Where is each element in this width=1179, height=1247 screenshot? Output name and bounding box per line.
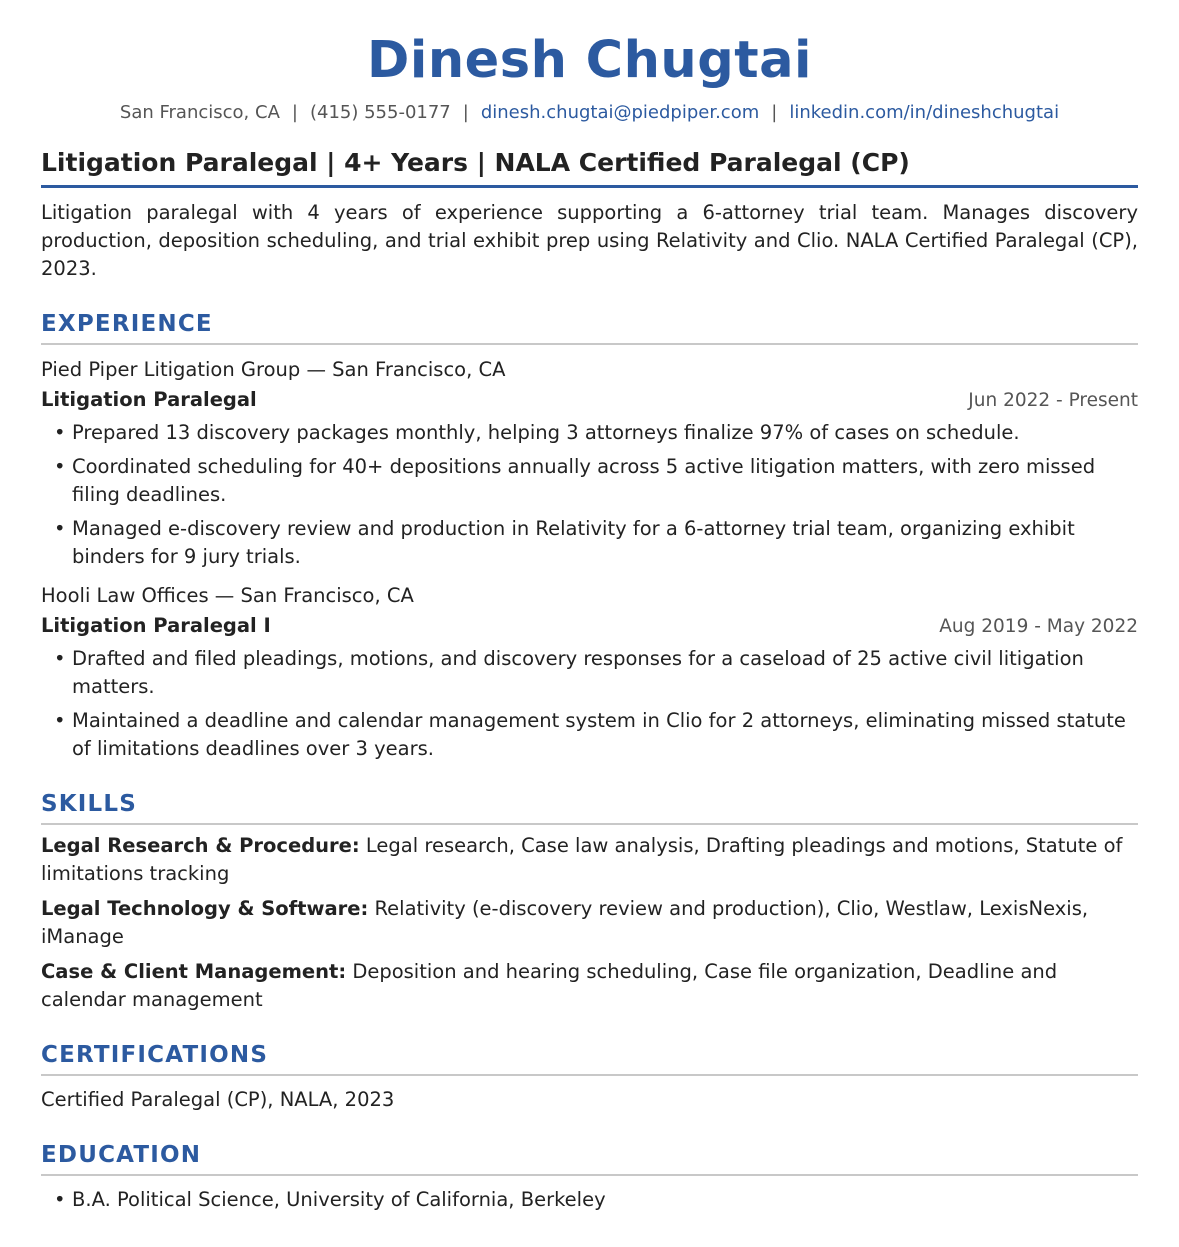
skill-line — [41, 895, 1138, 951]
phone: (415) 555-0177 — [309, 102, 451, 123]
role-row — [41, 386, 1138, 415]
company-name: Hooli Law Offices — San Francisco, CA — [41, 584, 414, 607]
job-title: Litigation Paralegal — [41, 388, 257, 411]
linkedin-link[interactable]: linkedin.com/in/dineshchugtai — [789, 102, 1060, 123]
separator: | — [291, 102, 298, 123]
summary: Litigation paralegal with 4 years of experience supporting a 6-attorney trial team. Manages discovery production, deposition scheduling, and trial exhibit prep using Relativity and Clio. NALA Certified Paralegal (CP), 2023. — [41, 201, 1138, 280]
bullet-item: • Maintained a deadline and calendar management system in Clio for 2 attorneys, eliminating missed statute of limitations deadlines over 3 years. — [41, 707, 1138, 763]
separator: | — [771, 102, 778, 123]
section-title-certifications: CERTIFICATIONS — [41, 1040, 1138, 1076]
email-link[interactable]: dinesh.chugtai@piedpiper.com — [480, 102, 760, 123]
candidate-name: Dinesh Chugtai — [367, 31, 812, 90]
certification-item: Certified Paralegal (CP), NALA, 2023 — [41, 1088, 395, 1111]
skill-line — [41, 958, 1138, 1014]
skill-text: Relativity (e-discovery review and production), Clio, Westlaw, LexisNexis, iManage — [41, 897, 1089, 948]
job-bullets — [41, 645, 1138, 763]
job-entry — [41, 583, 1138, 763]
job-title: Litigation Paralegal I — [41, 614, 271, 637]
skill-line — [41, 832, 1138, 888]
skill-text: Legal research, Case law analysis, Drafting pleadings and motions, Statute of limitations tracking — [41, 834, 1123, 885]
education-item: • B.A. Political Science, University of California, Berkeley — [41, 1186, 1138, 1214]
job-entry — [41, 357, 1138, 571]
separator: | — [462, 102, 469, 123]
headline: Litigation Paralegal | 4+ Years | NALA Certified Paralegal (CP) — [41, 147, 1138, 188]
bullet-item: • Drafted and filed pleadings, motions, and discovery responses for a caseload of 25 active civil litigation matters. — [41, 645, 1138, 701]
skill-text: Deposition and hearing scheduling, Case file organization, Deadline and calendar management — [41, 960, 1058, 1011]
section-title-education: EDUCATION — [41, 1140, 1138, 1176]
education-list — [41, 1186, 1138, 1214]
section-title-skills: SKILLS — [41, 789, 1138, 825]
company-name: Pied Piper Litigation Group — San Francisco, CA — [41, 358, 506, 381]
bullet-item: • Coordinated scheduling for 40+ depositions annually across 5 active litigation matters, with zero missed filing deadlines. — [41, 453, 1138, 509]
role-row — [41, 612, 1138, 641]
contact-line — [41, 101, 1138, 125]
bullet-item: • Managed e-discovery review and production in Relativity for a 6-attorney trial team, organizing exhibit binders for 9 jury trials. — [41, 515, 1138, 571]
job-dates: Aug 2019 - May 2022 — [939, 616, 1138, 637]
job-bullets — [41, 419, 1138, 571]
section-title-experience: EXPERIENCE — [41, 309, 1138, 345]
job-dates: Jun 2022 - Present — [968, 390, 1138, 411]
skill-category: Legal Technology & Software: — [41, 897, 369, 920]
skill-category: Case & Client Management: — [41, 960, 347, 983]
bullet-item: • Prepared 13 discovery packages monthly, helping 3 attorneys finalize 97% of cases on schedule. — [41, 419, 1138, 447]
skill-category: Legal Research & Procedure: — [41, 834, 360, 857]
location: San Francisco, CA — [119, 102, 280, 123]
